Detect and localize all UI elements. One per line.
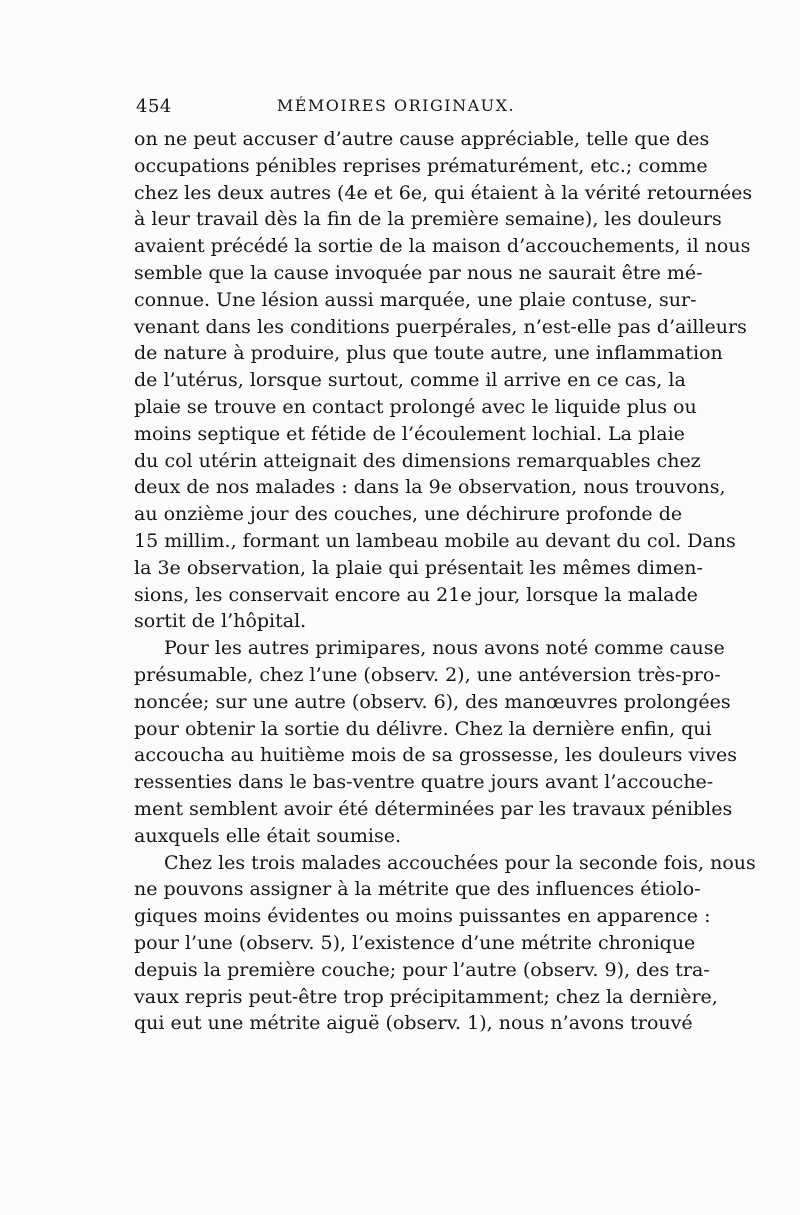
text-line: on ne peut accuser d’autre cause appréciable, telle que des: [134, 128, 710, 150]
text-line: auxquels elle était soumise.: [134, 824, 401, 847]
text-line: depuis la première couche; pour l’autre (observ. 9), des tra-: [134, 958, 710, 981]
text-line: connue. Une lésion aussi marquée, une plaie contuse, sur-: [134, 288, 697, 311]
text-line: moins septique et fétide de l’écoulement lochial. La plaie: [134, 422, 685, 445]
text-line: pour l’une (observ. 5), l’existence d’une métrite chronique: [134, 931, 696, 954]
page-number: 454: [136, 96, 172, 117]
text-line: giques moins évidentes ou moins puissantes en apparence :: [134, 905, 711, 928]
text-line: chez les deux autres (4e et 6e, qui étaient à la vérité retournées: [134, 181, 753, 204]
text-line: Pour les autres primipares, nous avons noté comme cause: [164, 637, 725, 660]
text-line: à leur travail dès la fin de la première semaine), les douleurs: [134, 208, 722, 231]
text-line: occupations pénibles reprises prématurément, etc.; comme: [134, 154, 708, 177]
paragraph-3: [134, 850, 756, 1038]
text-line: noncée; sur une autre (observ. 6), des manœuvres prolongées: [134, 690, 731, 713]
text-line: avaient précédé la sortie de la maison d’accouchements, il nous: [134, 235, 751, 258]
running-head: [136, 96, 656, 120]
text-line: sortit de l’hôpital.: [134, 610, 307, 633]
text-line: 15 millim., formant un lambeau mobile au devant du col. Dans: [134, 529, 736, 552]
paragraph-1: [134, 126, 753, 635]
text-line: de l’utérus, lorsque surtout, comme il arrive en ce cas, la: [134, 369, 686, 392]
text-line: au onzième jour des couches, une déchirure profonde de: [134, 503, 683, 526]
text-line: Chez les trois malades accouchées pour la seconde fois, nous: [164, 851, 756, 874]
text-line: du col utérin atteignait des dimensions remarquables chez: [134, 449, 701, 472]
text-line: accoucha au huitième mois de sa grossesse, les douleurs vives: [134, 744, 737, 767]
text-line: plaie se trouve en contact prolongé avec le liquide plus ou: [134, 395, 697, 418]
text-line: de nature à produire, plus que toute autre, une inflammation: [134, 342, 723, 365]
running-title: MÉMOIRES ORIGINAUX.: [276, 96, 516, 115]
text-line: la 3e observation, la plaie qui présentait les mêmes dimen-: [134, 556, 703, 579]
text-line: qui eut une métrite aiguë (observ. 1), nous n’avons trouvé: [134, 1012, 693, 1035]
text-line: semble que la cause invoquée par nous ne saurait être mé-: [134, 261, 703, 284]
text-line: présumable, chez l’une (observ. 2), une antéversion très-pro-: [134, 663, 721, 686]
text-line: venant dans les conditions puerpérales, n’est-elle pas d’ailleurs: [134, 315, 747, 338]
text-line: ne pouvons assigner à la métrite que des influences étiolo-: [134, 878, 701, 901]
text-line: ment semblent avoir été déterminées par les travaux pénibles: [134, 797, 733, 820]
text-line: pour obtenir la sortie du délivre. Chez la dernière enfin, qui: [134, 717, 712, 740]
text-line: ressenties dans le bas-ventre quatre jours avant l’accouche-: [134, 771, 714, 794]
paragraph-2: [134, 635, 737, 849]
text-line: deux de nos malades : dans la 9e observation, nous trouvons,: [134, 476, 726, 499]
text-line: sions, les conservait encore au 21e jour, lorsque la malade: [134, 583, 698, 606]
text-line: vaux repris peut-être trop précipitamment; chez la dernière,: [134, 985, 718, 1008]
body-text: [134, 126, 756, 1037]
